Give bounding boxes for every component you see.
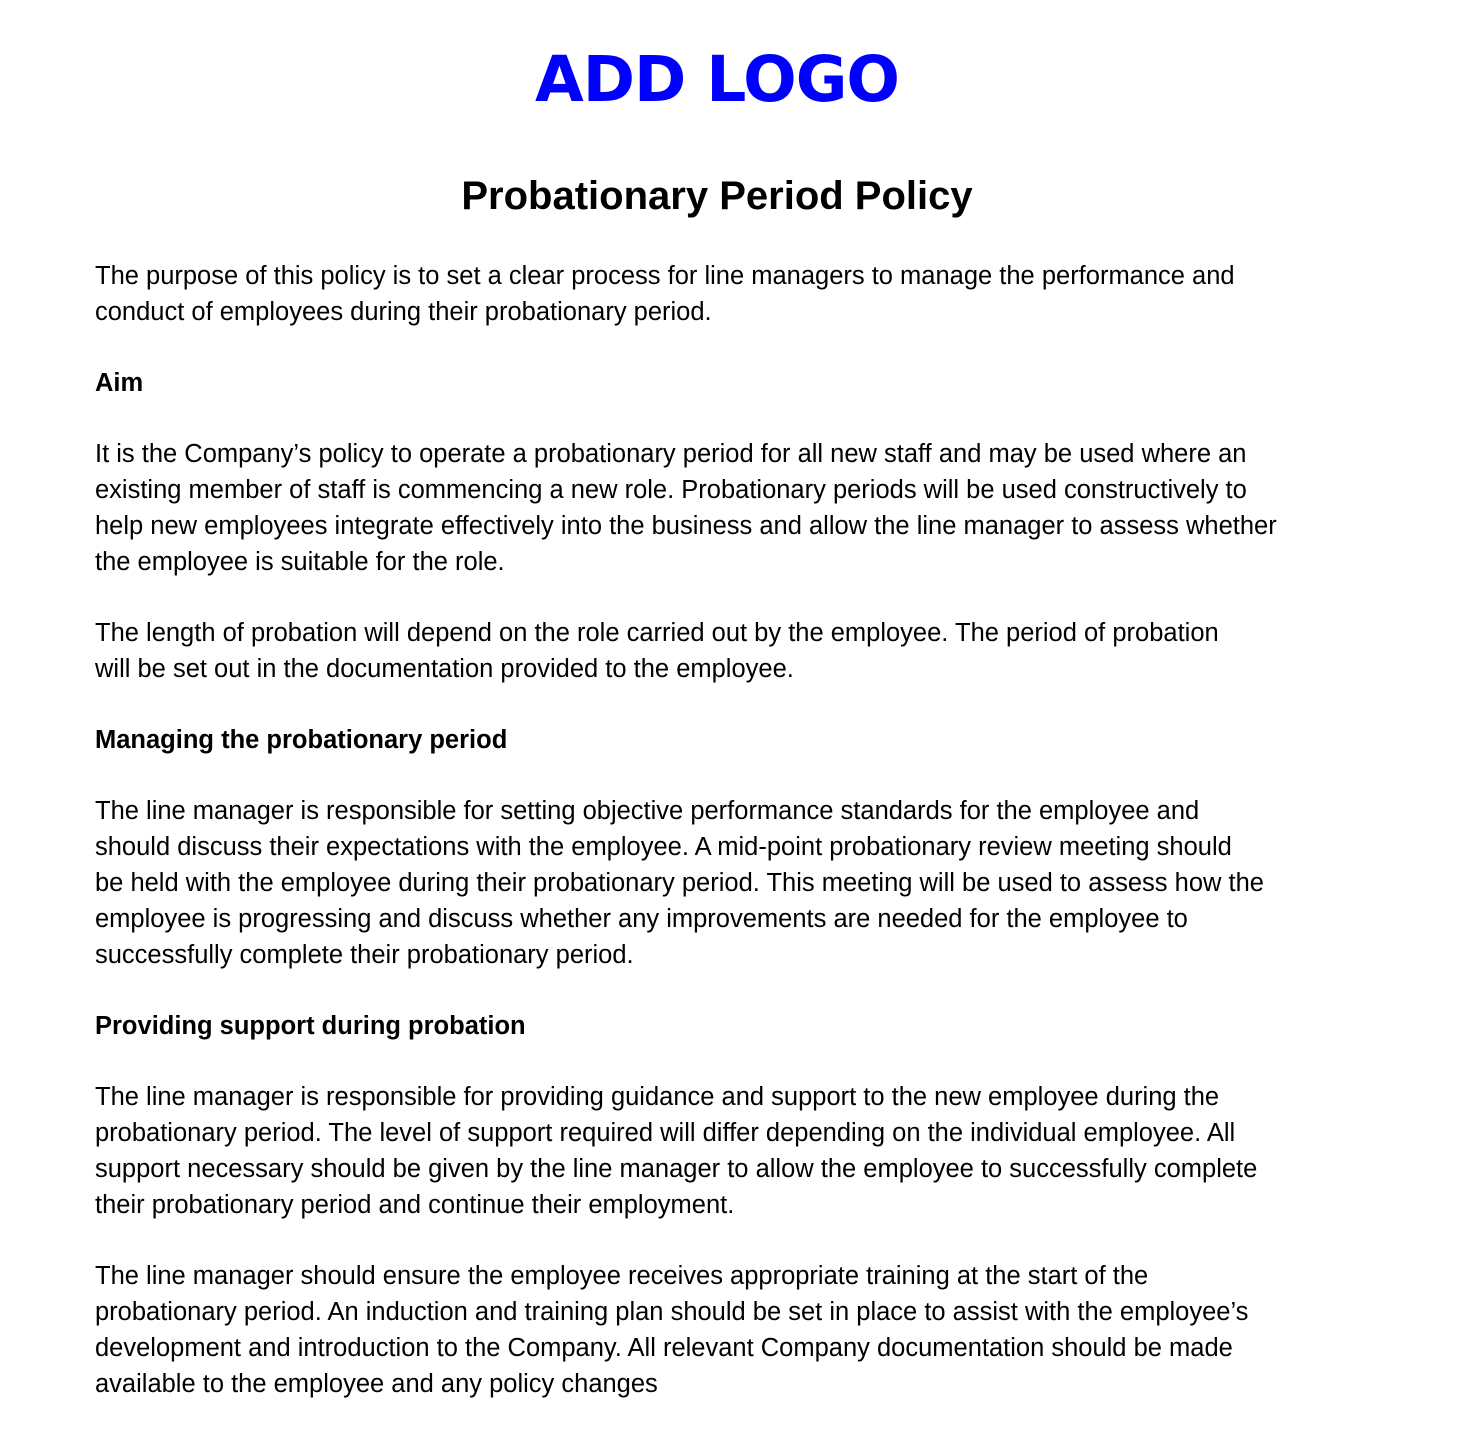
text-line: be held with the employee during their probationary period. This meeting will be used to assess how the [95,869,1264,897]
text-line: probationary period. An induction and training plan should be set in place to assist with the employee’s [95,1298,1249,1326]
probation-length-paragraph [95,615,1365,687]
aim-paragraph [95,436,1365,580]
logo-placeholder: ADD LOGO [534,43,899,116]
text-line: available to the employee and any policy changes [95,1370,658,1398]
text-line: The line manager is responsible for providing guidance and support to the new employee during the [95,1083,1220,1111]
text-line: development and introduction to the Company. All relevant Company documentation should be made [95,1334,1233,1362]
section-heading-aim: Aim [95,369,144,397]
text-line: help new employees integrate effectively into the business and allow the line manager to assess whether [95,512,1277,540]
text-line: The line manager should ensure the employee receives appropriate training at the start of the [95,1262,1149,1290]
text-line: employee is progressing and discuss whether any improvements are needed for the employee to [95,905,1188,933]
text-line: probationary period. The level of support required will differ depending on the individual employee. All [95,1119,1236,1147]
text-line: the employee is suitable for the role. [95,548,505,576]
page-title: Probationary Period Policy [461,174,973,218]
text-line: their probationary period and continue their employment. [95,1191,735,1219]
text-line: conduct of employees during their probationary period. [95,298,712,326]
training-paragraph [95,1258,1365,1402]
section-heading-support: Providing support during probation [95,1012,526,1040]
intro-paragraph [95,258,1365,330]
text-line: The line manager is responsible for setting objective performance standards for the employee and [95,797,1200,825]
text-line: will be set out in the documentation provided to the employee. [95,655,794,683]
text-line: support necessary should be given by the line manager to allow the employee to successfully complete [95,1155,1258,1183]
text-line: existing member of staff is commencing a new role. Probationary periods will be used constructively to [95,476,1247,504]
managing-paragraph [95,793,1365,973]
text-line: should discuss their expectations with the employee. A mid-point probationary review meeting should [95,833,1232,861]
text-line: The purpose of this policy is to set a clear process for line managers to manage the performance and [95,262,1235,290]
text-line: The length of probation will depend on the role carried out by the employee. The period of probation [95,619,1219,647]
support-paragraph [95,1079,1365,1223]
section-heading-managing: Managing the probationary period [95,726,508,754]
text-line: successfully complete their probationary period. [95,941,634,969]
text-line: It is the Company’s policy to operate a probationary period for all new staff and may be used where an [95,440,1247,468]
document-body [95,258,1365,1437]
